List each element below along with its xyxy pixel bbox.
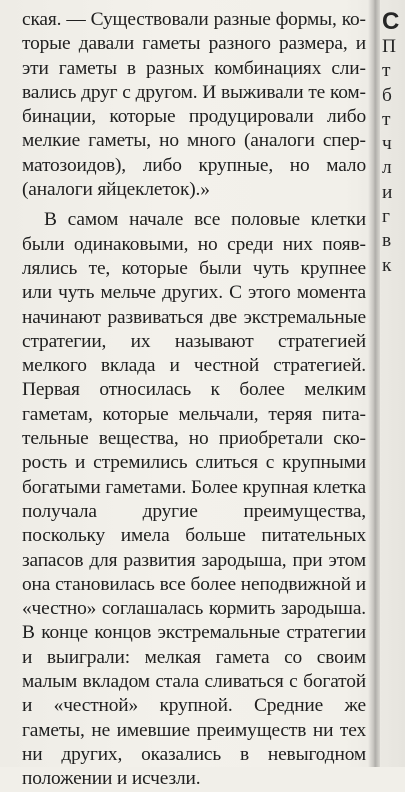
adjacent-page-line-fragment: в: [382, 230, 392, 252]
adjacent-page-line-fragment: к: [382, 254, 392, 276]
adjacent-page-line-fragment: б: [382, 84, 392, 106]
adjacent-page-line-fragment: л: [382, 157, 392, 179]
book-gutter-shadow: [368, 0, 380, 767]
adjacent-page-edge: [382, 8, 405, 278]
adjacent-page-line-fragment: П: [382, 36, 397, 57]
adjacent-page-line-fragment: т: [382, 60, 391, 82]
page-text-column: [22, 8, 366, 792]
adjacent-page-heading-fragment: С: [382, 8, 400, 35]
adjacent-page-line-fragment: т: [382, 108, 391, 130]
paragraph-gamete-strategies: В самом начале все половые клетки были одинаковыми, но среди них появлялись те, которые были чуть крупнее или чуть мельче других. С этого момента начинают развиваться две экстремальные стратегии, их называют стратегией мелкого вклада и честной стратегией. Первая относилась к более мелким гаметам, которые мельчали, теряя питательные вещества, но приобретали скорость и стремились слиться с крупными богатыми гаметами. Более крупная клетка получала другие преимущества, поскольку имела больше питательных запасов для развития зародыша, при этом она становилась все более неподвижной и «честно» соглашалась кормить зародыша. В конце концов экстремальные стратегии и выиграли: мелкая гамета со своим малым вкладом стала сливаться с богатой и «честной» крупной. Средние же гаметы, не имевшие преимуществ ни тех ни других, оказались в невыгодном положении и исчезли.: [22, 209, 366, 790]
paragraph-continued: ская. — Существовали разные формы, которые давали гаметы разного размера, и эти гаметы в разных комбинациях сливались друг с другом. И выживали те комбинации, которые продуцировали либо мелкие гаметы, но много (аналоги сперматозоидов), либо крупные, но мало (аналоги яйцеклеток).»: [22, 9, 366, 201]
adjacent-page-line-fragment: г: [382, 206, 390, 228]
adjacent-page-line-fragment: и: [382, 181, 393, 203]
adjacent-page-line-fragment: ч: [382, 133, 392, 155]
